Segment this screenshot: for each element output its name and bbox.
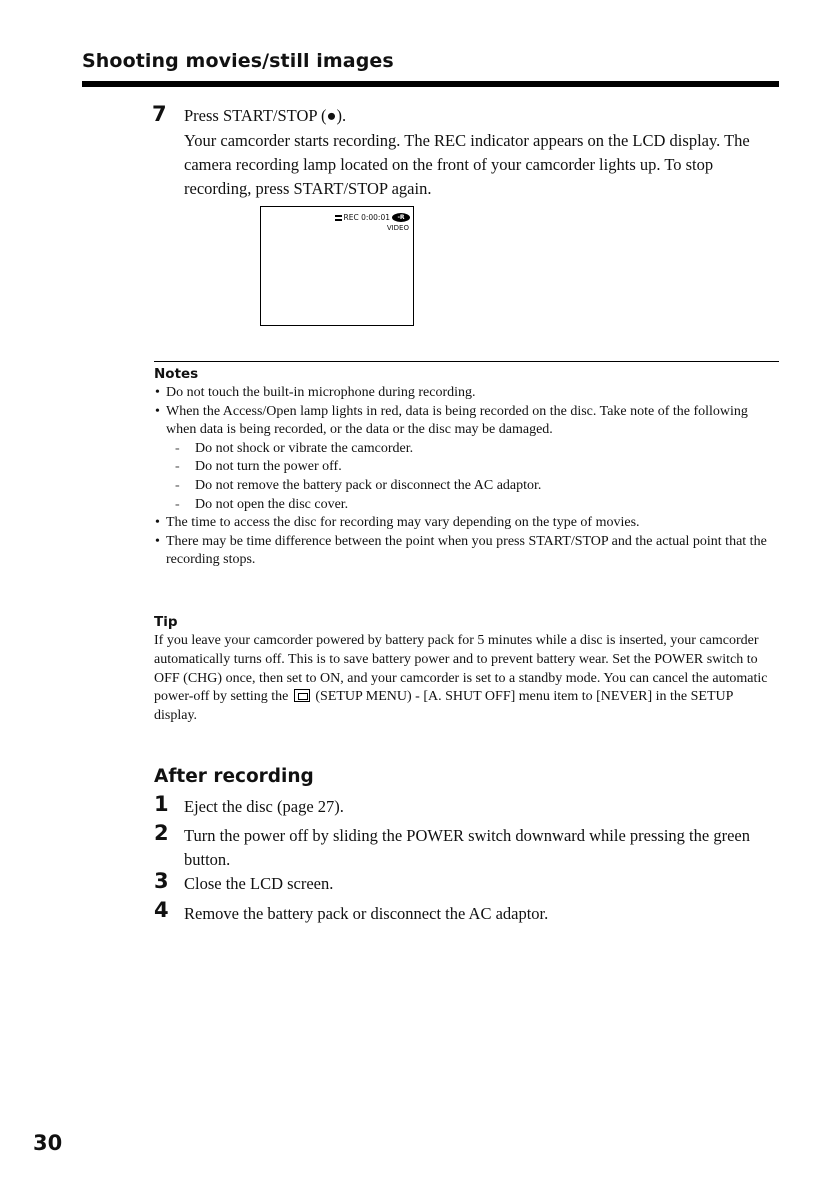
tape-icon [335, 215, 342, 221]
rec-indicator [335, 213, 410, 222]
notes-list [154, 384, 779, 570]
bullet-icon: • [155, 515, 160, 531]
notes-heading: Notes [154, 366, 199, 382]
tip-text-after: (SETUP MENU) - [A. SHUT OFF] menu item to [NEVER] in the SETUP display. [154, 689, 733, 724]
rec-time: REC 0:00:01 [343, 213, 390, 222]
dash-icon: - [175, 440, 180, 456]
step-number: 3 [154, 869, 169, 893]
sub-note-text: Do not turn the power off. [195, 459, 342, 475]
title-rule [82, 81, 779, 87]
step-text: Remove the battery pack or disconnect the AC adaptor. [184, 904, 549, 923]
notes-divider [154, 361, 779, 362]
note-item [154, 384, 779, 403]
step-text: Close the LCD screen. [184, 874, 334, 893]
mode-label: VIDEO [386, 224, 409, 232]
lcd-display-illustration [260, 206, 414, 326]
tip-heading: Tip [154, 614, 178, 630]
step-description: Your camcorder starts recording. The REC indicator appears on the LCD display. The camera recording lamp located on the front of your camcorder lights up. To stop recording, press START/STOP again. [184, 131, 750, 198]
dash-icon: - [175, 496, 180, 512]
sub-note-item [154, 440, 779, 459]
sub-note-item [154, 496, 779, 515]
setup-menu-icon [294, 689, 310, 702]
step-text: Turn the power off by sliding the POWER switch downward while pressing the green button. [184, 826, 750, 869]
step-number: 7 [152, 102, 167, 126]
sub-note-text: Do not open the disc cover. [195, 496, 349, 512]
sub-note-item [154, 458, 779, 477]
bullet-icon: • [155, 403, 160, 419]
disc-icon: -R [392, 213, 410, 222]
note-item [154, 403, 779, 440]
bullet-icon: • [155, 385, 160, 400]
sub-note-item [154, 477, 779, 496]
sub-note-text: Do not remove the battery pack or disconnect the AC adaptor. [195, 477, 542, 493]
page-number: 30 [33, 1131, 63, 1155]
step-number: 2 [154, 821, 169, 845]
note-text: Do not touch the built-in microphone during recording. [166, 385, 476, 400]
after-recording-heading: After recording [154, 766, 314, 787]
bullet-icon: • [155, 533, 160, 549]
note-text: The time to access the disc for recording may vary depending on the type of movies. [166, 515, 640, 531]
dash-icon: - [175, 477, 180, 493]
section-title: Shooting movies/still images [82, 50, 394, 72]
step-number: 4 [154, 898, 169, 922]
step-number: 1 [154, 792, 169, 816]
sub-note-text: Do not shock or vibrate the camcorder. [195, 440, 414, 456]
note-text: There may be time difference between the point when you press START/STOP and the actual point that the recording stops. [166, 533, 767, 568]
step-text: Eject the disc (page 27). [184, 797, 344, 816]
step-instruction: Press START/STOP (●). [184, 106, 347, 125]
dash-icon: - [175, 459, 180, 475]
tip-text-before: If you leave your camcorder powered by battery pack for 5 minutes while a disc is inserted, your camcorder automatically turns off. This is to save battery power and to prevent battery wear. Set the POWER switch to OFF (CHG) once, then set to ON, and your camcorder is set to a standby mode. You can cancel the automatic power-off by setting the [154, 633, 768, 705]
note-item [154, 533, 779, 570]
note-item [154, 514, 779, 533]
tip-body [154, 632, 779, 726]
note-text: When the Access/Open lamp lights in red, data is being recorded on the disc. Take note of the following when data is being recorded, or the data or the disc may be damaged. [166, 403, 748, 438]
